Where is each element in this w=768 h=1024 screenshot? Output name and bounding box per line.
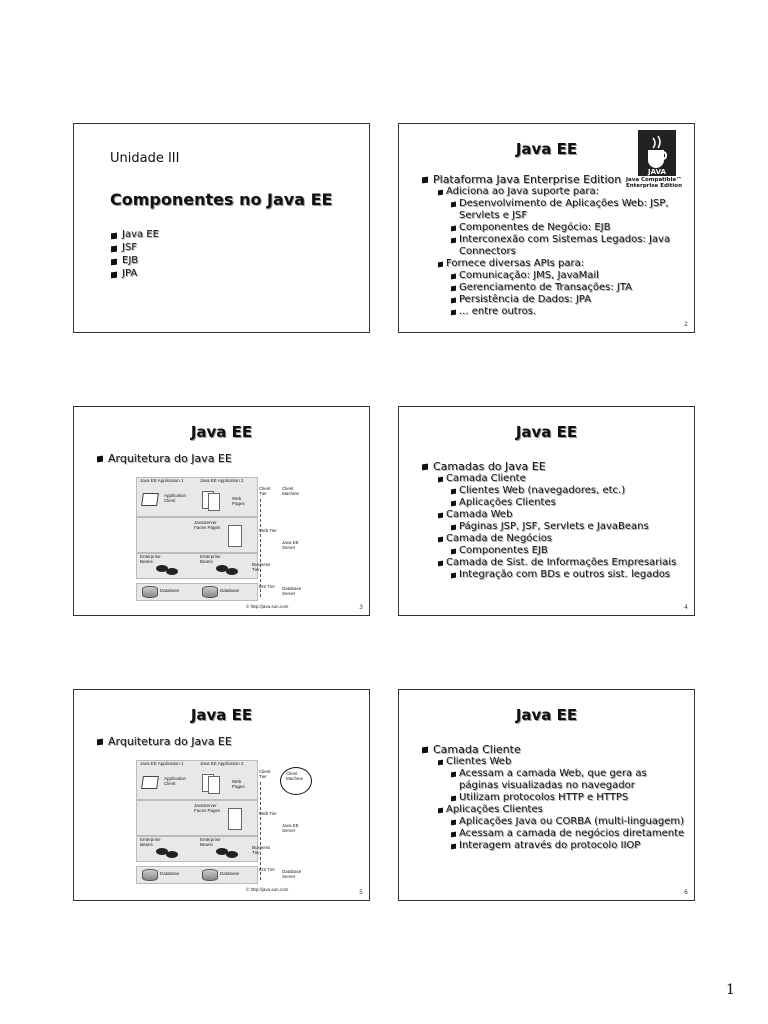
- diagram-label: Java EE Application 1: [140, 761, 184, 766]
- diagram-label: Database Server: [282, 869, 302, 879]
- bullet-l3: Clientes Web (navegadores, etc.): [451, 485, 686, 497]
- diagram-label: Java EE Application 2: [200, 761, 244, 766]
- bullet-l2: Aplicações Clientes: [435, 804, 686, 816]
- bean-icon: [166, 851, 178, 858]
- architecture-diagram: [136, 760, 306, 900]
- unit-label: Unidade III: [110, 151, 180, 166]
- logo-caption: Java Compatible™ Enterprise Edition: [626, 177, 682, 190]
- bullet-l3: ... entre outros.: [451, 306, 686, 318]
- web-page-icon: [208, 776, 220, 794]
- diagram-label: JavaServer Faces Pages: [194, 803, 221, 813]
- topic-item: Java EE: [110, 229, 159, 241]
- bullet-l3: Componentes EJB: [451, 545, 686, 557]
- diagram-label: Client Tier: [259, 486, 271, 496]
- slide-number: 4: [684, 604, 688, 611]
- diagram-label: Web Pages: [232, 496, 245, 506]
- slide-content: [96, 449, 361, 465]
- bullet-l3: Aplicações Clientes: [451, 497, 686, 509]
- bullet-l2: Camada Cliente: [435, 473, 686, 485]
- app-window-icon: [141, 776, 159, 789]
- jsf-page-icon: [228, 525, 242, 547]
- bullet-l2: Camada de Negócios: [435, 533, 686, 545]
- bullet-l1: Camada Cliente: [421, 743, 686, 756]
- diagram-label: Client Tier: [259, 769, 271, 779]
- diagram-label: Business Tier: [252, 845, 271, 855]
- diagram-label: Database: [160, 588, 180, 593]
- diagram-label: Database: [160, 871, 180, 876]
- diagram-label: Java EE Server: [282, 540, 299, 550]
- diagram-label: Enterprise Beans: [140, 837, 161, 847]
- slide-number: 2: [684, 321, 688, 328]
- topic-item: JSF: [110, 242, 159, 254]
- web-page-icon: [208, 493, 220, 511]
- diagram-label: Business Tier: [252, 562, 271, 572]
- bullet-l3: Persistência de Dados: JPA: [451, 294, 686, 306]
- bullet-l2: Clientes Web: [435, 756, 686, 768]
- slide-1: [73, 123, 370, 333]
- bullet-l1: Camadas do Java EE: [421, 460, 686, 473]
- topic-list: [110, 228, 159, 280]
- slide-title: Java EE: [515, 706, 578, 724]
- tier-connector: [260, 782, 261, 880]
- slide-content: [421, 740, 686, 852]
- app-window-icon: [141, 493, 159, 506]
- bullet-l3: Páginas JSP, JSF, Servlets e JavaBeans: [451, 521, 686, 533]
- bean-icon: [226, 568, 238, 575]
- diagram-credit: © http://java.sun.com: [246, 604, 289, 609]
- tier-connector: [260, 499, 261, 597]
- bullet-l3: Gerenciamento de Transações: JTA: [451, 282, 686, 294]
- bullet-l2: Fornece diversas APIs para:: [435, 258, 686, 270]
- bullet-l1: Arquitetura do Java EE: [96, 452, 361, 465]
- bullet-l3: Integração com BDs e outros sist. legados: [451, 569, 686, 581]
- slide-4: [398, 406, 695, 616]
- bullet-l3: Aplicações Java ou CORBA (multi-linguagem): [451, 816, 686, 828]
- slide-title: Java EE: [515, 423, 578, 441]
- diagram-label: Database Server: [282, 586, 302, 596]
- slide-title: Componentes no Java EE: [110, 190, 333, 209]
- bullet-l3: Componentes de Negócio: EJB: [451, 222, 686, 234]
- slide-3: [73, 406, 370, 616]
- diagram-label: Enterprise Beans: [140, 554, 161, 564]
- bullet-l1: Arquitetura do Java EE: [96, 735, 361, 748]
- diagram-label: Application Client: [164, 776, 187, 786]
- slide-2: [398, 123, 695, 333]
- slide-content: [421, 170, 686, 318]
- bean-icon: [226, 851, 238, 858]
- diagram-label: Web Pages: [232, 779, 245, 789]
- slide-number: 6: [684, 889, 688, 896]
- bullet-l3: Interagem através do protocolo IIOP: [451, 840, 686, 852]
- slide-title: Java EE: [515, 140, 578, 158]
- database-icon: [202, 869, 218, 881]
- bullet-l2: Camada Web: [435, 509, 686, 521]
- diagram-label: Enterprise Beans: [200, 837, 221, 847]
- bullet-l2: Camada de Sist. de Informações Empresariais: [435, 557, 686, 569]
- page-number: 1: [726, 982, 735, 998]
- architecture-diagram: [136, 477, 306, 616]
- diagram-label: Java EE Application 1: [140, 478, 184, 483]
- diagram-label: Client Machine: [282, 486, 300, 496]
- bullet-l2: Adiciona ao Java suporte para:: [435, 186, 686, 198]
- database-icon: [202, 586, 218, 598]
- diagram-label: EIS Tier: [259, 584, 276, 589]
- highlight-circle: [280, 767, 312, 795]
- database-icon: [142, 869, 158, 881]
- bullet-l3: Desenvolvimento de Aplicações Web: JSP, Servlets e JSF: [451, 198, 686, 222]
- jsf-page-icon: [228, 808, 242, 830]
- diagram-label: Java EE Server: [282, 823, 299, 833]
- diagram-credit: © http://java.sun.com: [246, 887, 289, 892]
- topic-item: EJB: [110, 255, 159, 267]
- diagram-label: JavaServer Faces Pages: [194, 520, 221, 530]
- slide-content: [96, 732, 361, 748]
- diagram-label: Java EE Application 2: [200, 478, 244, 483]
- topic-item: JPA: [110, 268, 159, 280]
- slide-number: 3: [359, 604, 363, 611]
- diagram-label: EIS Tier: [259, 867, 276, 872]
- diagram-label: Application Client: [164, 493, 187, 503]
- slide-title: Java EE: [190, 706, 253, 724]
- bullet-l3: Comunicação: JMS, JavaMail: [451, 270, 686, 282]
- diagram-label: Database: [220, 871, 240, 876]
- diagram-label: Web Tier: [259, 811, 277, 816]
- diagram-label: Enterprise Beans: [200, 554, 221, 564]
- svg-text:JAVA: JAVA: [648, 168, 666, 176]
- slide-5: [73, 689, 370, 901]
- bullet-l3: Interconexão com Sistemas Legados: Java Connectors: [451, 234, 686, 258]
- bullet-l1: Plataforma Java Enterprise Edition: [421, 173, 686, 186]
- bullet-l3: Utilizam protocolos HTTP e HTTPS: [451, 792, 686, 804]
- bean-icon: [166, 568, 178, 575]
- slide-title: Java EE: [190, 423, 253, 441]
- slide-6: [398, 689, 695, 901]
- bullet-l3: Acessam a camada de negócios diretamente: [451, 828, 686, 840]
- diagram-label: Web Tier: [259, 528, 277, 533]
- slide-content: [421, 457, 686, 581]
- diagram-label: Database: [220, 588, 240, 593]
- database-icon: [142, 586, 158, 598]
- slide-number: 5: [359, 889, 363, 896]
- diagram-label: Client Machine: [286, 771, 304, 781]
- bullet-l3: Acessam a camada Web, que gera as páginas visualizadas no navegador: [451, 768, 686, 792]
